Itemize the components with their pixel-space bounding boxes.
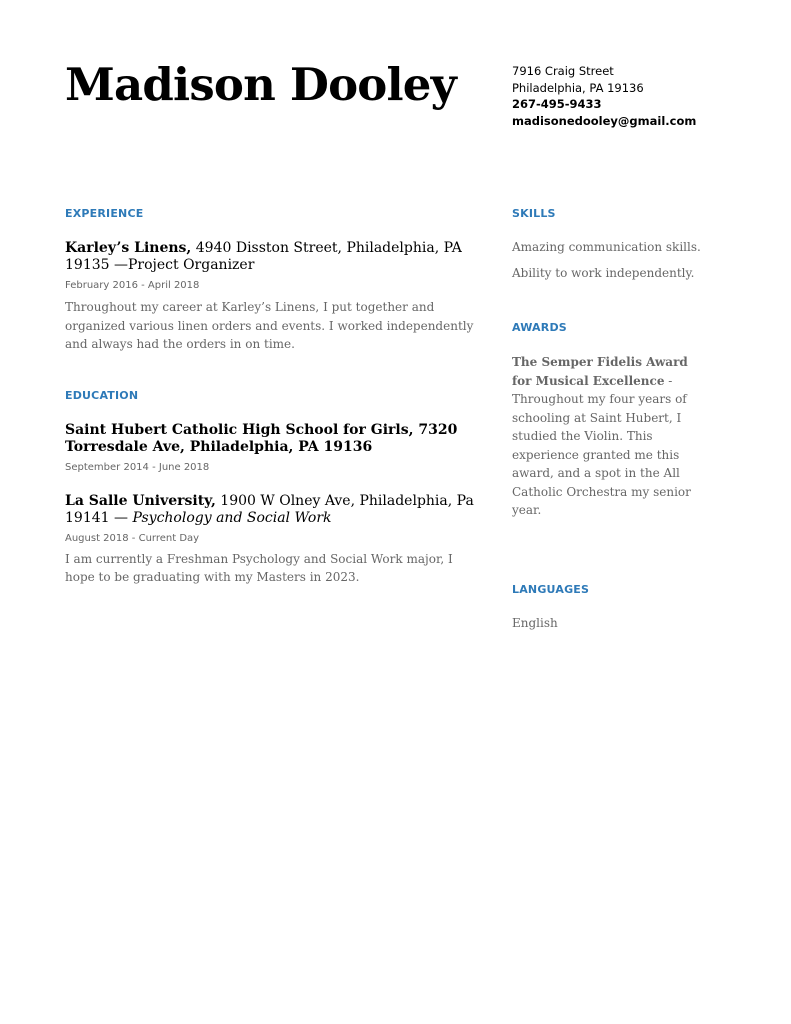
contact-block xyxy=(512,63,696,129)
award-entry xyxy=(512,353,702,520)
education-entry-title xyxy=(65,493,475,527)
left-column xyxy=(65,206,475,587)
education-entry xyxy=(65,422,475,475)
experience-section xyxy=(65,206,475,354)
education-org: Saint Hubert Catholic High School for Girls, 7320 Torresdale Ave, Philadelphia, PA 19136 xyxy=(65,421,458,455)
experience-body: Throughout my career at Karley’s Linens, I put together and organized various linen orders and events. I worked independently and always had the orders in on time. xyxy=(65,300,474,351)
experience-detail: 4940 Disston Street, Philadelphia, PA 19135 —Project Organizer xyxy=(65,240,462,273)
education-date: August 2018 - Current Day xyxy=(65,532,200,544)
experience-date: February 2016 - April 2018 xyxy=(65,280,200,291)
education-heading: EDUCATION xyxy=(65,388,139,402)
right-column xyxy=(512,206,702,632)
education-org: La Salle University, xyxy=(65,492,216,509)
skills-heading: SKILLS xyxy=(512,207,556,220)
languages-section xyxy=(512,582,702,633)
skills-section xyxy=(512,206,702,282)
education-detail: 1900 W Olney Ave, Philadelphia, Pa 19141 — xyxy=(65,492,474,526)
experience-heading: EXPERIENCE xyxy=(65,207,144,220)
experience-entry xyxy=(65,240,475,354)
awards-heading: AWARDS xyxy=(512,321,567,334)
award-body: - Throughout my four years of schooling at Saint Hubert, I studied the Violin. This experience granted me this award, and a spot in the All Catholic Orchestra my senior year. xyxy=(512,373,691,517)
skill-item: Ability to work independently. xyxy=(512,265,695,280)
experience-org: Karley’s Linens, xyxy=(65,240,192,256)
education-section xyxy=(65,388,475,587)
awards-section xyxy=(512,320,702,520)
experience-entry-title xyxy=(65,240,475,274)
education-date: September 2014 - June 2018 xyxy=(65,461,210,473)
education-body: I am currently a Freshman Psychology and Social Work major, I hope to be graduating with my Masters in 2023. xyxy=(65,551,453,584)
language-item: English xyxy=(512,615,558,630)
education-entry xyxy=(65,493,475,587)
skill-item: Amazing communication skills. xyxy=(512,240,701,254)
languages-heading: LANGUAGES xyxy=(512,582,590,596)
education-entry-title xyxy=(65,422,475,456)
contact-city: Philadelphia, PA 19136 xyxy=(512,80,644,95)
award-title: The Semper Fidelis Award for Musical Excellence xyxy=(512,355,688,388)
contact-street: 7916 Craig Street xyxy=(512,64,614,78)
contact-phone: 267-495-9433 xyxy=(512,97,602,111)
education-role: Psychology and Social Work xyxy=(132,509,332,526)
resume-name: Madison Dooley xyxy=(65,58,456,111)
contact-email: madisonedooley@gmail.com xyxy=(512,113,697,128)
